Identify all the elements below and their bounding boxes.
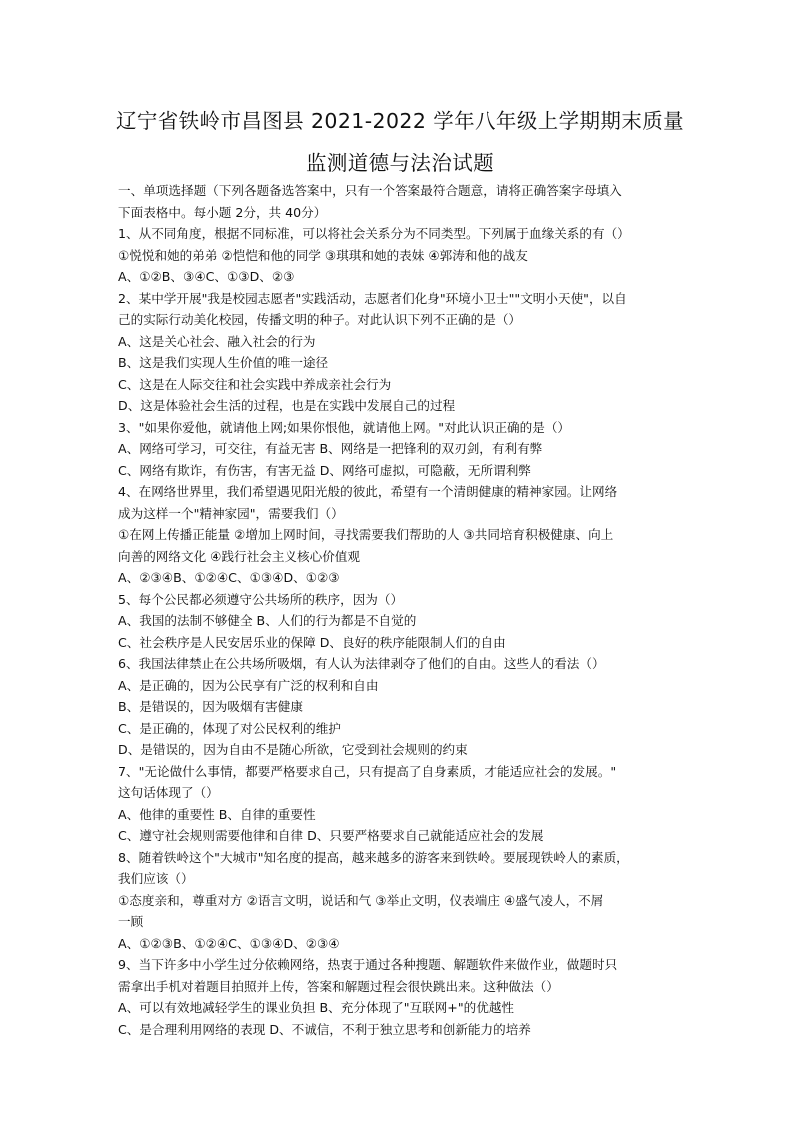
question-6-option-c: C、是正确的，体现了对公民权利的维护 [118,720,341,736]
question-2-stem: 2、某中学开展"我是校园志愿者"实践活动，志愿者们化身"环境小卫士""文明小天使"，以自 [118,290,627,306]
question-1-statements: ①悦悦和她的弟弟 ②恺恺和他的同学 ③琪琪和她的表妹 ④郭涛和他的战友 [118,247,528,263]
question-2-option-a: A、这是关心社会、融入社会的行为 [118,333,316,349]
exam-body [118,180,684,1040]
question-7-stem-continued: 这句话体现了（） [118,785,219,800]
question-6-option-a: A、是正确的，因为公民享有广泛的权利和自由 [118,677,379,693]
section-heading-continued: 下面表格中。每小题 2分，共 40分） [118,204,327,220]
question-4-stem: 4、在网络世界里，我们希望遇见阳光般的彼此，希望有一个清朗健康的精神家园。让网络 [118,484,618,499]
question-8-options: A、①②③B、①②④C、①③④D、②③④ [118,935,340,951]
question-2-stem-continued: 己的实际行动美化校园，传播文明的种子。对此认识下列不正确的是（） [118,312,521,327]
question-3-options-cd: C、网络有欺诈，有伤害，有害无益 D、网络可虚拟，可隐蔽，无所谓利弊 [118,462,531,478]
question-3-stem: 3、"如果你爱他，就请他上网;如果你恨他，就请他上网。"对此认识正确的是（） [118,419,571,435]
question-8-stem-continued: 我们应该（） [118,871,194,886]
question-7-stem: 7、"无论做什么事情，都要严格要求自己，只有提高了自身素质，才能适应社会的发展。" [118,763,617,779]
question-7-options-cd: C、遵守社会规则需要他律和自律 D、只要严格要求自己就能适应社会的发展 [118,828,544,843]
question-6-option-d: D、是错误的，因为自由不是随心所欲，它受到社会规则的约束 [118,742,468,757]
question-6-stem: 6、我国法律禁止在公共场所吸烟，有人认为法律剥夺了他们的自由。这些人的看法（） [118,656,605,671]
question-4-stem-continued: 成为这样一个"精神家园"，需要我们（） [118,505,344,521]
question-8-statements: ①态度亲和，尊重对方 ②语言文明，说话和气 ③举止文明，仪表端庄 ④盛气凌人，不屑 [118,892,604,908]
question-1-options: A、①②B、③④C、①③D、②③ [118,269,295,284]
question-3-options-ab: A、网络可学习，可交往，有益无害 B、网络是一把锋利的双刃剑，有利有弊 [118,441,543,456]
question-9-options-ab: A、可以有效地减轻学生的课业负担 B、充分体现了"互联网+"的优越性 [118,1000,515,1015]
question-5-options-ab: A、我国的法制不够健全 B、人们的行为都是不自觉的 [118,613,417,628]
question-9-options-cd: C、是合理利用网络的表现 D、不诚信，不利于独立思考和创新能力的培养 [118,1021,531,1037]
section-heading: 一、单项选择题（下列各题备选答案中，只有一个答案最符合题意，请将正确答案字母填入 [118,183,622,198]
question-8-statements-continued: 一顾 [118,914,144,929]
question-6-option-b: B、是错误的，因为吸烟有害健康 [118,699,303,714]
question-4-statements: ①在网上传播正能量 ②增加上网时间，寻找需要我们帮助的人 ③共同培育积极健康、向上 [118,527,614,542]
question-4-statements-continued: 向善的网络文化 ④践行社会主义核心价值观 [118,548,360,564]
question-5-stem: 5、每个公民都必须遵守公共场所的秩序，因为（） [118,591,404,607]
document-title-line-1: 辽宁省铁岭市昌图县 2021-2022 学年八年级上学期期末质量 [115,109,685,133]
question-7-options-ab: A、他律的重要性 B、自律的重要性 [118,806,316,822]
question-9-stem-continued: 需拿出手机对着题目拍照并上传，答案和解题过程会很快跳出来。这种做法（） [118,978,559,994]
question-4-options: A、②③④B、①②④C、①③④D、①②③ [118,570,340,585]
question-5-options-cd: C、社会秩序是人民安居乐业的保障 D、良好的秩序能限制人们的自由 [118,634,506,650]
question-2-option-d: D、这是体验社会生活的过程，也是在实践中发展自己的过程 [118,398,456,413]
question-2-option-b: B、这是我们实现人生价值的唯一途径 [118,355,329,370]
question-1-stem: 1、从不同角度，根据不同标准，可以将社会关系分为不同类型。下列属于血缘关系的有（） [118,226,630,241]
question-2-option-c: C、这是在人际交往和社会实践中养成亲社会行为 [118,376,392,392]
question-9-stem: 9、当下许多中小学生过分依赖网络，热衷于通过各种搜题、解题软件来做作业，做题时只 [118,957,618,972]
question-8-stem: 8、随着铁岭这个"大城市"知名度的提高，越来越多的游客来到铁岭。要展现铁岭人的素质， [118,849,629,865]
document-title-line-2: 监测道德与法治试题 [305,151,495,175]
